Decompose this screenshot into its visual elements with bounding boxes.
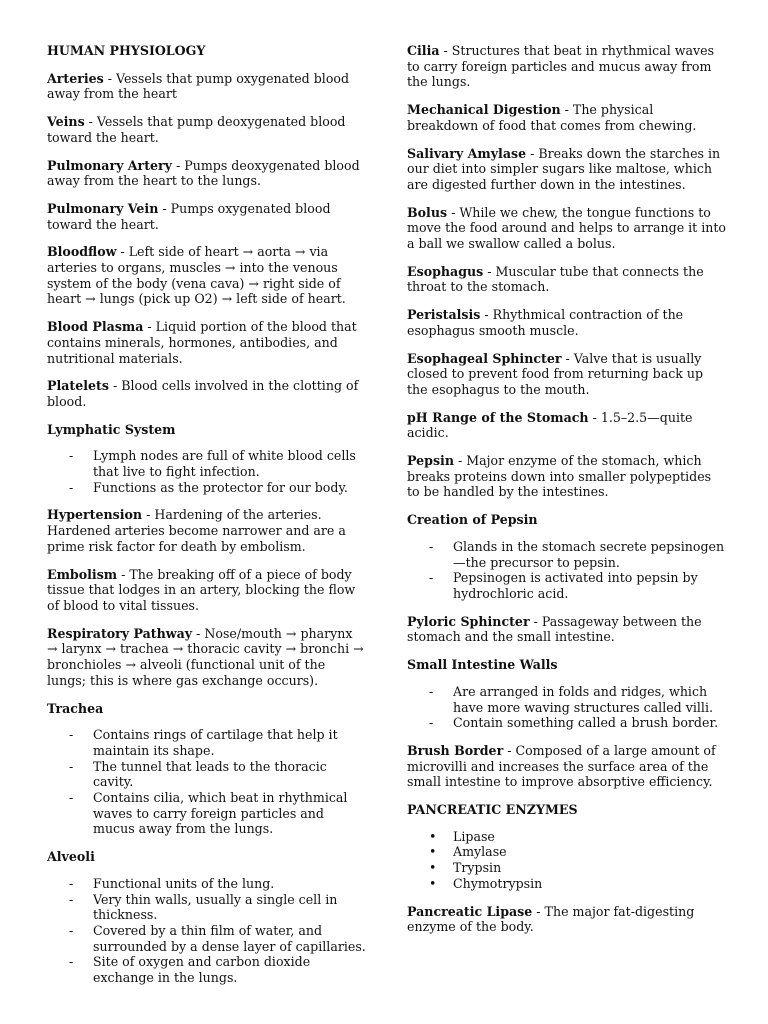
entry-term: Pyloric Sphincter bbox=[407, 613, 530, 629]
entry-definition: - Vessels that pump oxygenated blood away from the heart bbox=[47, 70, 350, 102]
entry-term: Pepsin bbox=[407, 453, 454, 469]
entry-term: pH Range of the Stomach bbox=[407, 409, 589, 425]
list-item: - Lymph nodes are full of white blood cells that live to fight infection. bbox=[47, 448, 367, 479]
entry-cilia bbox=[407, 43, 727, 90]
entry-term: Brush Border bbox=[407, 742, 504, 758]
section-heading-pancreatic-enzymes: PANCREATIC ENZYMES bbox=[407, 802, 578, 818]
entry-respiratory-pathway bbox=[47, 626, 367, 689]
entry-ph-range bbox=[407, 410, 727, 441]
section-heading-lymphatic-system: Lymphatic System bbox=[47, 421, 176, 437]
list-item: - Pepsinogen is activated into pepsin by hydrochloric acid. bbox=[407, 570, 727, 601]
entry-term: Pulmonary Vein bbox=[47, 200, 159, 216]
section-heading-trachea: Trachea bbox=[47, 700, 104, 716]
list-item: - Are arranged in folds and ridges, which have more waving structures called villi. bbox=[407, 684, 727, 715]
entry-term: Arteries bbox=[47, 70, 104, 86]
list-item: - Very thin walls, usually a single cell in thickness. bbox=[47, 892, 367, 923]
list-item: - Site of oxygen and carbon dioxide exchange in the lungs. bbox=[47, 954, 367, 985]
entry-term: Peristalsis bbox=[407, 307, 481, 323]
entry-term: Mechanical Digestion bbox=[407, 102, 561, 118]
entry-veins bbox=[47, 114, 367, 145]
entry-peristalsis bbox=[407, 307, 727, 338]
list-item: - Functional units of the lung. bbox=[47, 876, 367, 892]
small-intestine-walls-list bbox=[407, 684, 727, 731]
list-item: - Contain something called a brush border. bbox=[407, 715, 727, 731]
entry-definition: - The breaking off of a piece of body tissue that lodges in an artery, blocking the flow of blood to vital tissues. bbox=[47, 566, 356, 613]
entry-pulmonary-vein bbox=[47, 201, 367, 232]
list-item: - The tunnel that leads to the thoracic cavity. bbox=[47, 759, 367, 790]
section-heading-alveoli: Alveoli bbox=[47, 849, 95, 865]
left-column bbox=[47, 43, 367, 998]
entry-term: Respiratory Pathway bbox=[47, 625, 193, 641]
entry-pulmonary-artery bbox=[47, 158, 367, 189]
entry-esophageal-sphincter bbox=[407, 351, 727, 398]
entry-definition: - Composed of a large amount of microvilli and increases the surface area of the small intestine to improve absorptive efficiency. bbox=[407, 742, 716, 790]
list-item: • Amylase bbox=[407, 844, 727, 860]
entry-definition: - Valve that is usually closed to prevent food from returning back up the esophagus to the mouth. bbox=[407, 350, 704, 397]
entry-definition: - Blood cells involved in the clotting of blood. bbox=[47, 378, 359, 409]
entry-term: Embolism bbox=[47, 566, 118, 582]
entry-arteries bbox=[47, 71, 367, 102]
entry-definition: - Vessels that pump deoxygenated blood toward the heart. bbox=[47, 114, 346, 145]
entry-definition: - Muscular tube that connects the throat to the stomach. bbox=[407, 263, 704, 295]
entry-definition: - Nose/mouth → pharynx → larynx → trachea → thoracic cavity → bronchi → bronchioles → alveoli (functional unit of the lungs; this is where gas exchange occurs). bbox=[47, 625, 364, 688]
entry-bolus bbox=[407, 205, 727, 252]
entry-embolism bbox=[47, 567, 367, 614]
entry-definition: - Liquid portion of the blood that contains minerals, hormones, antibodies, and nutritional materials. bbox=[47, 319, 357, 366]
section-heading-small-intestine-walls: Small Intestine Walls bbox=[407, 657, 558, 673]
entry-definition: - Breaks down the starches in our diet into simpler sugars like maltose, which are digested further down in the intestines. bbox=[407, 145, 721, 192]
list-item: - Functions as the protector for our body. bbox=[47, 480, 367, 496]
entry-definition: - The physical breakdown of food that comes from chewing. bbox=[407, 102, 697, 133]
entry-definition: - Pumps oxygenated blood toward the heart. bbox=[47, 200, 331, 232]
entry-term: Bloodflow bbox=[47, 244, 117, 260]
creation-of-pepsin-list bbox=[407, 539, 727, 602]
entry-platelets bbox=[47, 378, 367, 409]
pancreatic-enzymes-list bbox=[407, 829, 727, 892]
entry-definition: - Major enzyme of the stomach, which breaks proteins down into smaller polypeptides to be handled by the intestines. bbox=[407, 453, 712, 500]
entry-term: Cilia bbox=[407, 43, 440, 58]
entry-bloodflow bbox=[47, 244, 367, 307]
entry-esophagus bbox=[407, 264, 727, 295]
alveoli-list bbox=[47, 876, 367, 986]
entry-brush-border bbox=[407, 743, 727, 790]
list-item: - Covered by a thin film of water, and surrounded by a dense layer of capillaries. bbox=[47, 923, 367, 954]
entry-definition: - Passageway between the stomach and the small intestine. bbox=[407, 613, 702, 645]
entry-term: Platelets bbox=[47, 378, 109, 394]
trachea-list bbox=[47, 727, 367, 837]
entry-definition: - Structures that beat in rhythmical waves to carry foreign particles and mucus away from the lungs. bbox=[407, 43, 715, 90]
document-title: HUMAN PHYSIOLOGY bbox=[47, 43, 206, 58]
entry-hypertension bbox=[47, 507, 367, 554]
entry-term: Esophageal Sphincter bbox=[407, 350, 562, 366]
entry-definition: - Pumps deoxygenated blood away from the heart to the lungs. bbox=[47, 157, 360, 189]
entry-definition: - While we chew, the tongue functions to move the food around and helps to arrange it into a ball we swallow called a bolus. bbox=[407, 204, 727, 252]
list-item: • Chymotrypsin bbox=[407, 876, 727, 892]
entry-term: Pulmonary Artery bbox=[47, 157, 172, 173]
entry-term: Salivary Amylase bbox=[407, 145, 527, 161]
entry-definition: - The major fat-digesting enzyme of the body. bbox=[407, 903, 695, 935]
entry-blood-plasma bbox=[47, 319, 367, 366]
list-item: • Lipase bbox=[407, 829, 727, 845]
section-heading-creation-of-pepsin: Creation of Pepsin bbox=[407, 512, 538, 528]
entry-definition: - Hardening of the arteries. Hardened arteries become narrower and are a prime risk factor for death by embolism. bbox=[47, 507, 346, 554]
right-column bbox=[407, 43, 727, 947]
entry-pancreatic-lipase bbox=[407, 904, 727, 935]
entry-salivary-amylase bbox=[407, 146, 727, 193]
list-item: • Trypsin bbox=[407, 860, 727, 876]
list-item: - Contains cilia, which beat in rhythmical waves to carry foreign particles and mucus away from the lungs. bbox=[47, 790, 367, 837]
list-item: - Contains rings of cartilage that help it maintain its shape. bbox=[47, 727, 367, 758]
entry-definition: - 1.5–2.5—quite acidic. bbox=[407, 409, 693, 441]
entry-pepsin bbox=[407, 453, 727, 500]
entry-term: Hypertension bbox=[47, 507, 143, 523]
entry-term: Pancreatic Lipase bbox=[407, 903, 533, 919]
entry-definition: - Rhythmical contraction of the esophagus smooth muscle. bbox=[407, 307, 684, 338]
entry-definition: - Left side of heart → aorta → via arteries to organs, muscles → into the venous system of the body (vena cava) → right side of heart → lungs (pick up O2) → left side of heart. bbox=[47, 244, 346, 307]
entry-term: Bolus bbox=[407, 204, 448, 220]
entry-term: Esophagus bbox=[407, 263, 484, 279]
entry-term: Veins bbox=[47, 114, 85, 130]
list-item: - Glands in the stomach secrete pepsinogen—the precursor to pepsin. bbox=[407, 539, 727, 570]
entry-pyloric-sphincter bbox=[407, 614, 727, 645]
entry-term: Blood Plasma bbox=[47, 319, 144, 335]
lymphatic-system-list bbox=[47, 448, 367, 495]
entry-mechanical-digestion bbox=[407, 102, 727, 133]
